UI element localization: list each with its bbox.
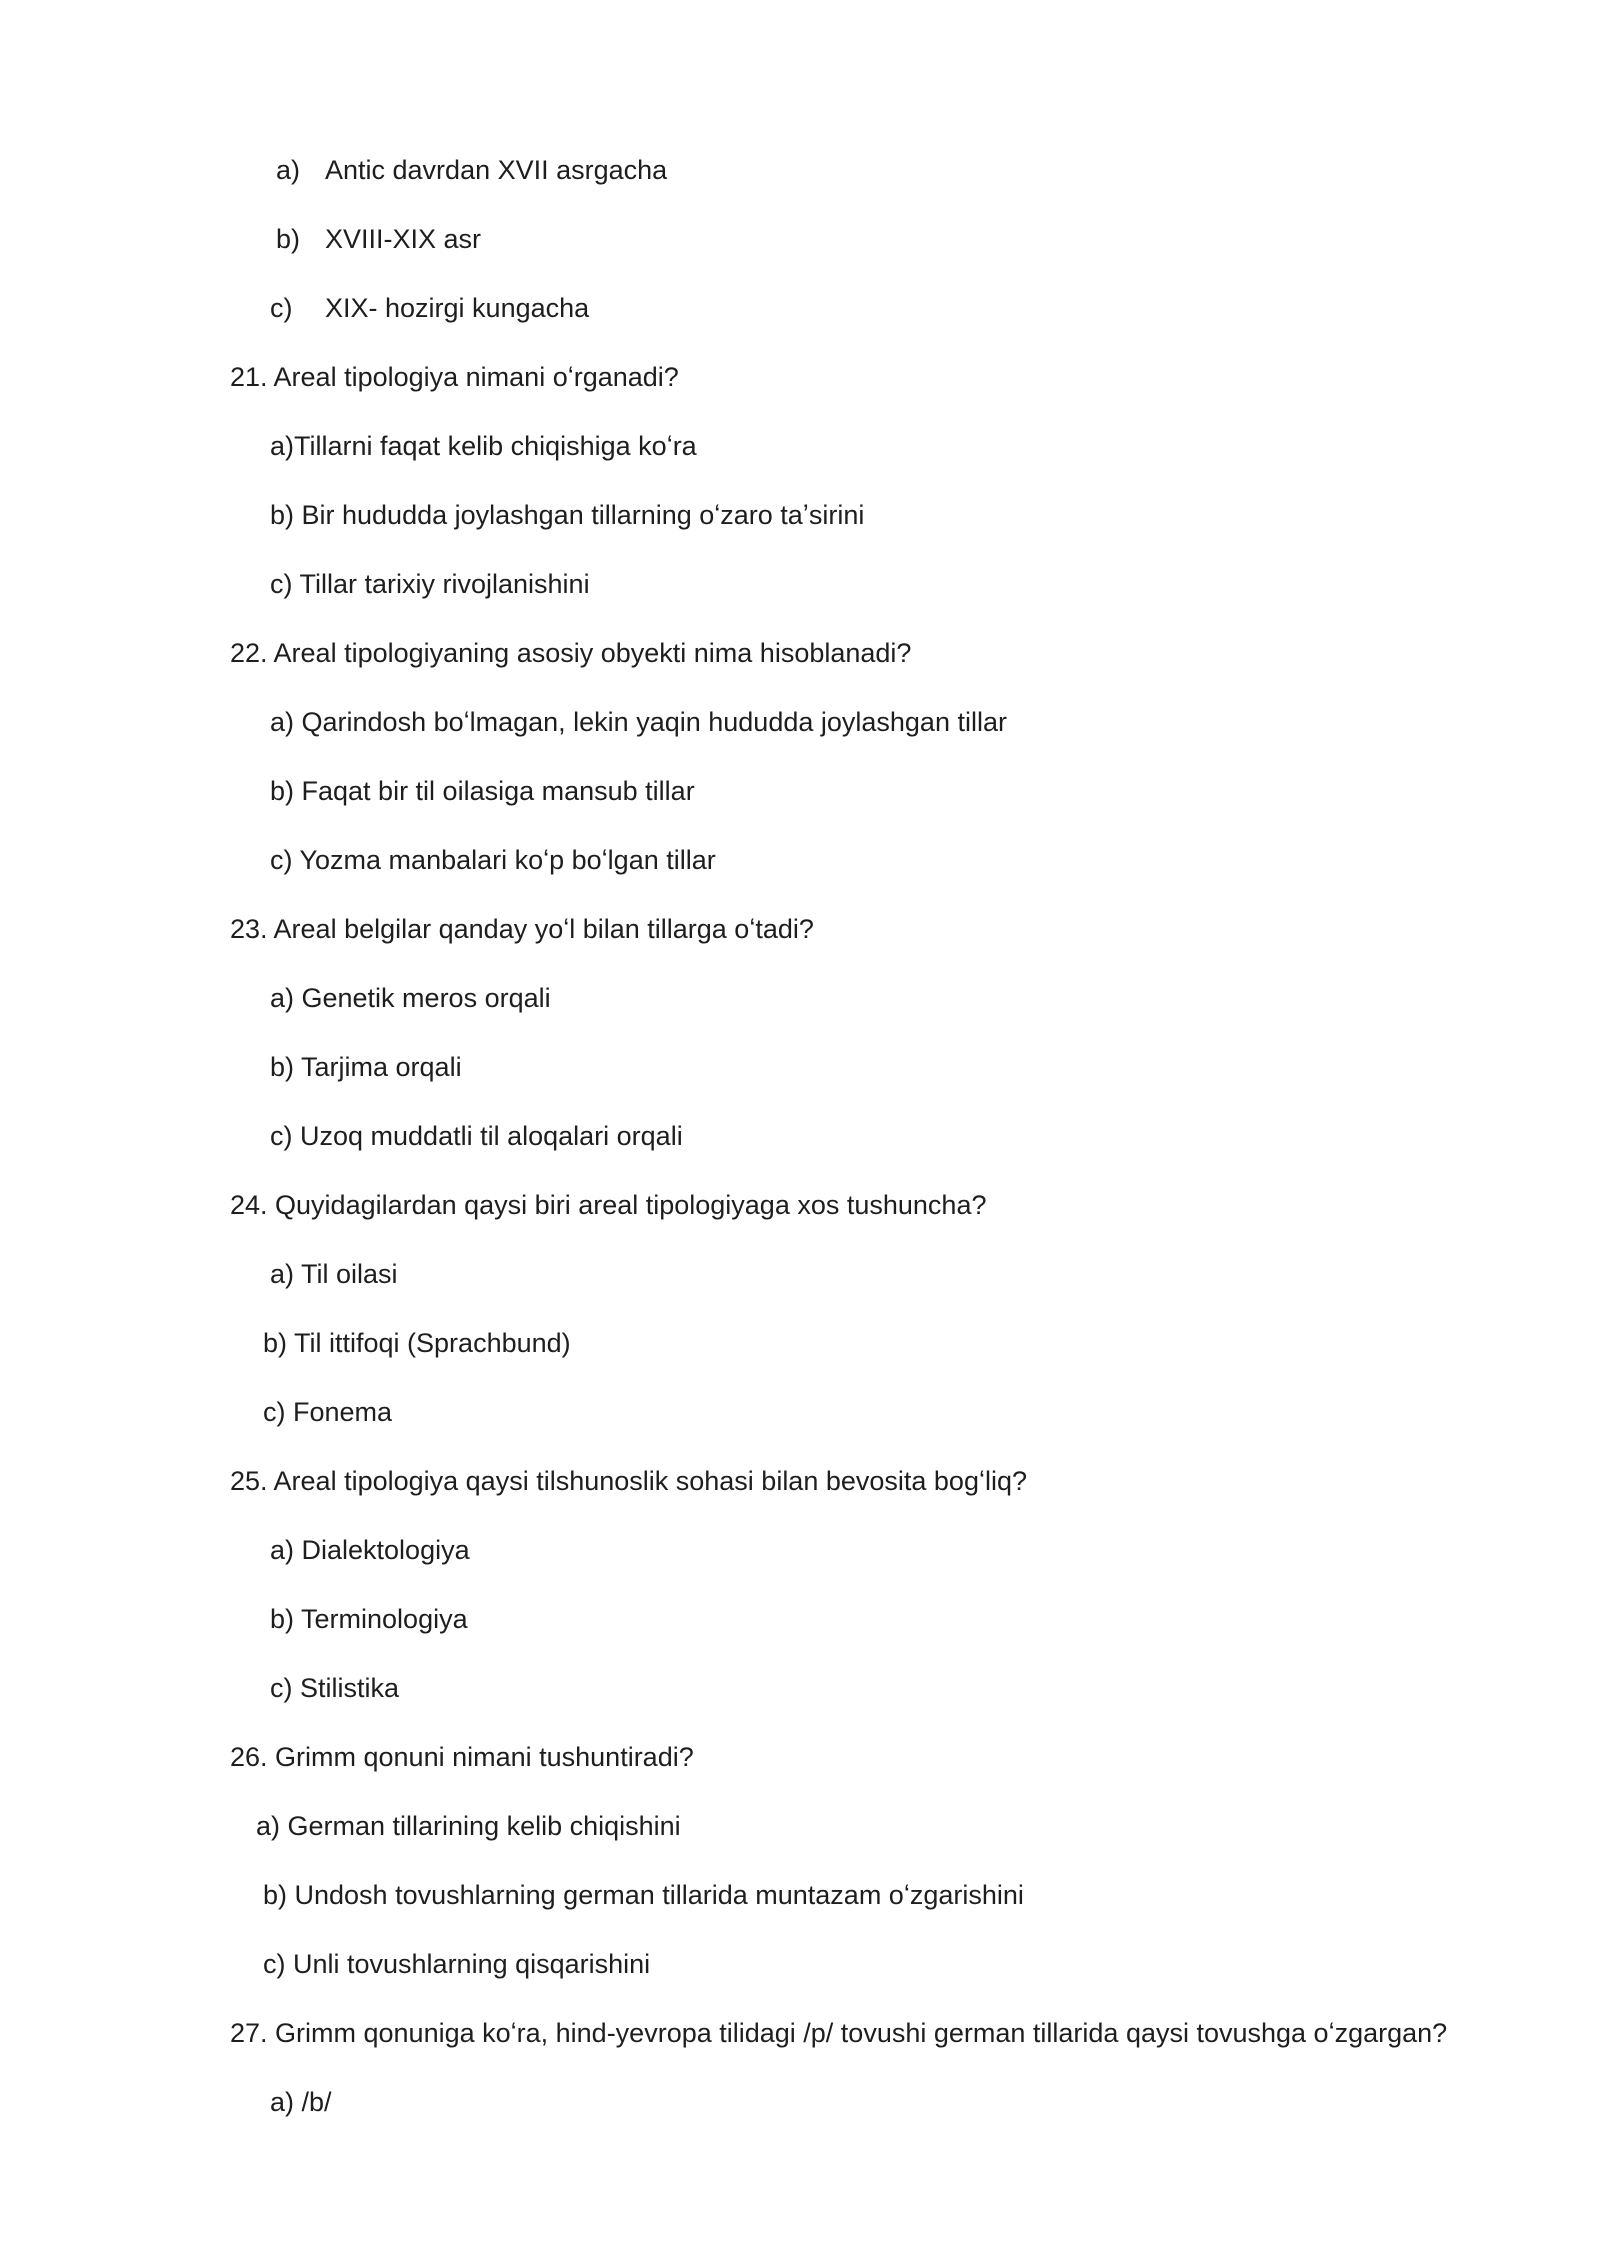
option-text: Antic davrdan XVII asrgacha [325, 155, 668, 185]
question-22: 22. Areal tipologiyaning asosiy obyekti nima hisoblanadi? [230, 638, 912, 668]
answer-option: a) Genetik meros orqali [270, 983, 551, 1013]
answer-option: b) Til ittifoqi (Sprachbund) [263, 1328, 571, 1358]
answer-option: a) German tillarining kelib chiqishini [256, 1811, 681, 1841]
answer-option: c) Uzoq muddatli til aloqalari orqali [270, 1121, 683, 1151]
answer-option: a)Tillarni faqat kelib chiqishiga koʻra [270, 431, 697, 461]
answer-option: b) Undosh tovushlarning german tillarida muntazam oʻzgarishini [263, 1880, 1024, 1910]
answer-option: c) Unli tovushlarning qisqarishini [263, 1949, 651, 1979]
option-letter: b) [276, 224, 301, 254]
question-27: 27. Grimm qonuniga koʻra, hind-yevropa tilidagi /p/ tovushi german tillarida qaysi tovushga oʻzgargan? [230, 2018, 1448, 2048]
option-text: XIX- hozirgi kungacha [325, 293, 590, 323]
answer-option: a) Qarindosh boʻlmagan, lekin yaqin hududda joylashgan tillar [270, 707, 1007, 737]
answer-option: a) /b/ [270, 2087, 332, 2117]
question-24: 24. Quyidagilardan qaysi biri areal tipologiyaga xos tushuncha? [230, 1190, 987, 1220]
option-letter: c) [270, 293, 293, 323]
answer-option: b) Faqat bir til oilasiga mansub tillar [270, 776, 695, 806]
option-letter: a) [276, 155, 301, 185]
question-25: 25. Areal tipologiya qaysi tilshunoslik sohasi bilan bevosita bogʻliq? [230, 1466, 1027, 1496]
answer-option: a) Dialektologiya [270, 1535, 470, 1565]
answer-option: c) Tillar tarixiy rivojlanishini [270, 569, 590, 599]
question-23: 23. Areal belgilar qanday yoʻl bilan tillarga oʻtadi? [230, 914, 814, 944]
answer-option: c) Fonema [263, 1397, 393, 1427]
answer-option: c) Yozma manbalari koʻp boʻlgan tillar [270, 845, 716, 875]
answer-option: b) Tarjima orqali [270, 1052, 462, 1082]
answer-option: b) Bir hududda joylashgan tillarning oʻzaro taʼsirini [270, 500, 865, 530]
option-text: XVIII-XIX asr [325, 224, 482, 254]
question-21: 21. Areal tipologiya nimani oʻrganadi? [230, 362, 679, 392]
question-26: 26. Grimm qonuni nimani tushuntiradi? [230, 1742, 694, 1772]
answer-option: c) Stilistika [270, 1673, 400, 1703]
answer-option: a) Til oilasi [270, 1259, 398, 1289]
answer-option: b) Terminologiya [270, 1604, 468, 1634]
